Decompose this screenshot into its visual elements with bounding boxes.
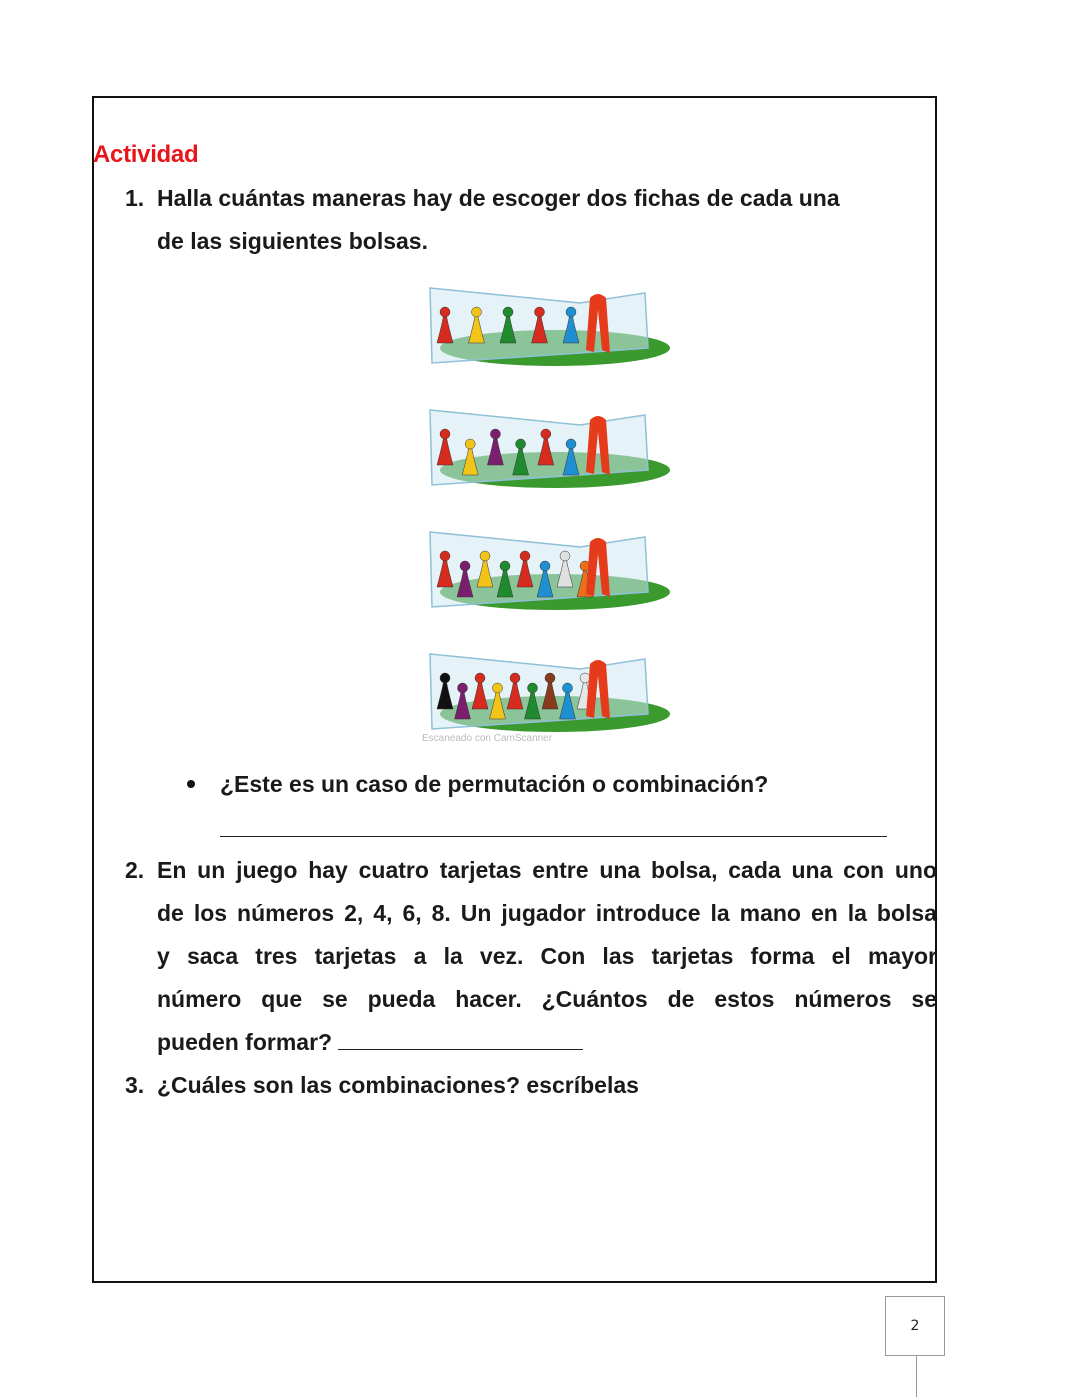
pawn-head xyxy=(540,561,550,571)
q1-line1: Halla cuántas maneras hay de escoger dos fichas de cada una xyxy=(157,185,840,211)
activity-title: Actividad xyxy=(93,141,199,168)
pawn-head xyxy=(528,683,538,693)
pawn-head xyxy=(458,683,468,693)
answer-line-q2[interactable] xyxy=(338,1031,583,1050)
bullet-icon xyxy=(187,780,195,788)
page-number: 2 xyxy=(885,1296,945,1356)
pawn-head xyxy=(545,673,555,683)
q2-line1: En un juego hay cuatro tarjetas entre una bolsa, cada una con uno xyxy=(157,857,937,883)
q2-number: 2. xyxy=(125,857,145,883)
q2-line4: número que se pueda hacer. ¿Cuántos de estos números se xyxy=(157,986,937,1012)
pawn-head xyxy=(440,307,450,317)
pawn-head xyxy=(465,439,475,449)
pawn-head xyxy=(520,551,530,561)
pawn-head xyxy=(563,683,573,693)
q3-line1: ¿Cuáles son las combinaciones? escríbelas xyxy=(157,1072,639,1098)
pawn-head xyxy=(541,429,551,439)
pawn-head xyxy=(475,673,485,683)
q2-line5-wrap xyxy=(157,1029,583,1056)
q1-line2: de las siguientes bolsas. xyxy=(157,228,428,254)
pawn-head xyxy=(440,673,450,683)
pawn-head xyxy=(566,439,576,449)
pawn-head xyxy=(503,307,513,317)
pawn-head xyxy=(480,551,490,561)
pawn-head xyxy=(500,561,510,571)
pawn-head xyxy=(472,307,482,317)
pawn-head xyxy=(516,439,526,449)
scanner-watermark: Escaneado con CamScanner xyxy=(422,733,553,744)
pawn-head xyxy=(535,307,545,317)
pawn-head xyxy=(560,551,570,561)
answer-line-q1[interactable] xyxy=(220,836,887,837)
pawn-head xyxy=(580,673,590,683)
page-number-stem xyxy=(916,1356,917,1397)
pawn-head xyxy=(440,429,450,439)
q2-line5: pueden formar? xyxy=(157,1029,333,1055)
pawn-head xyxy=(493,683,503,693)
pawn-head xyxy=(566,307,576,317)
q2-line2: de los números 2, 4, 6, 8. Un jugador introduce la mano en la bolsa xyxy=(157,900,937,926)
pawn-head xyxy=(460,561,470,571)
pawn-head xyxy=(510,673,520,683)
pawn-head xyxy=(490,429,500,439)
q3-number: 3. xyxy=(125,1072,145,1098)
pawn-head xyxy=(440,551,450,561)
q2-line3: y saca tres tarjetas a la vez. Con las tarjetas forma el mayor xyxy=(157,943,937,969)
q1-number: 1. xyxy=(125,185,145,211)
bags-illustration xyxy=(410,265,685,752)
q1-question: ¿Este es un caso de permutación o combinación? xyxy=(220,771,769,797)
